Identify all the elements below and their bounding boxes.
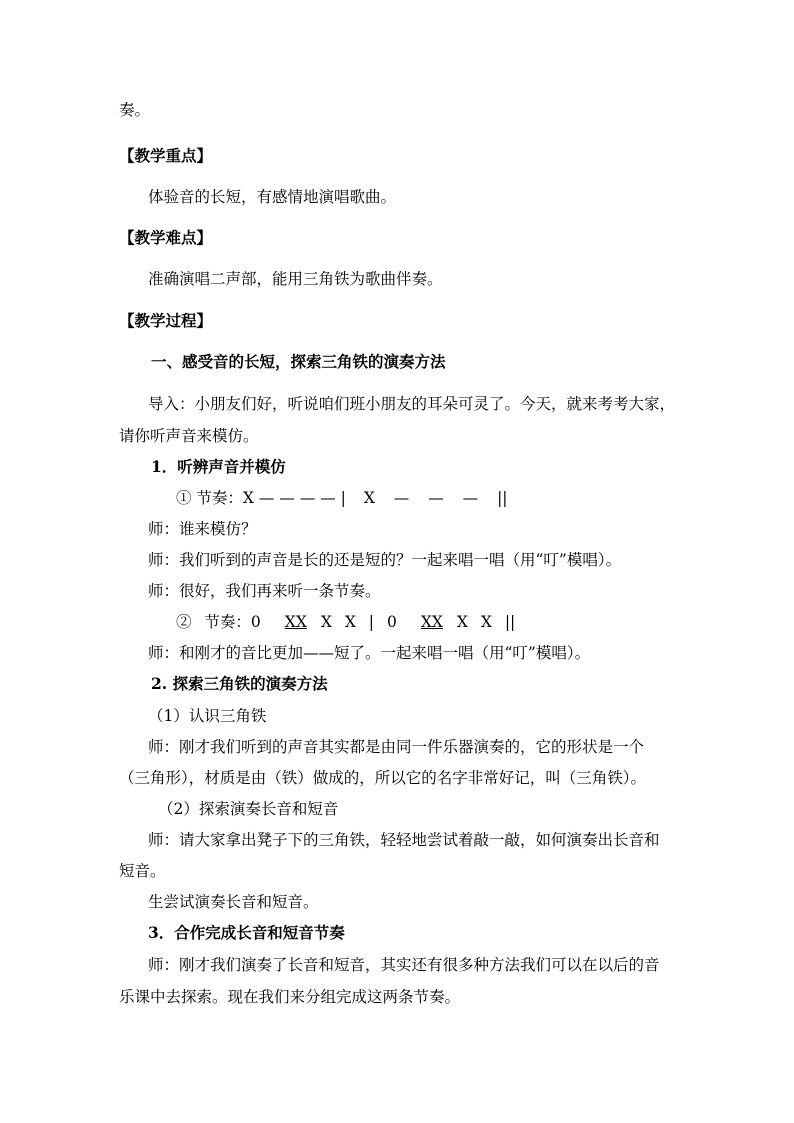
intro-line-2: 请你听声音来模仿。 xyxy=(119,427,259,445)
teacher-line-6a: 师：请大家拿出凳子下的三角铁，轻轻地尝试着敲一敲，如何演奏出长音和 xyxy=(148,831,660,849)
rhythm-2-label: ② 节奏：0 xyxy=(176,613,261,631)
teacher-line-4: 师：和刚才的音比更加——短了。一起来唱一唱（用“叮”模唱）。 xyxy=(148,644,591,662)
part-2-title: （2）探索演奏长音和短音 xyxy=(158,800,339,818)
teacher-line-6b: 短音。 xyxy=(119,862,166,880)
teacher-line-2: 师：我们听到的声音是长的还是短的？一起来唱一唱（用“叮”模唱）。 xyxy=(148,551,622,569)
intro-line-1: 导入：小朋友们好，听说咱们班小朋友的耳朵可灵了。今天，就来考考大家， xyxy=(148,395,676,413)
heading-key-points: 【教学重点】 xyxy=(119,146,213,165)
key-points-text: 体验音的长短，有感情地演唱歌曲。 xyxy=(148,188,397,206)
teacher-line-3: 师：很好，我们再来听一条节奏。 xyxy=(148,582,381,600)
rhythm-2-xx-1: XX xyxy=(284,613,307,631)
heading-difficulties: 【教学难点】 xyxy=(119,228,213,247)
heading-process: 【教学过程】 xyxy=(119,311,213,330)
rhythm-2-xx-2: XX xyxy=(420,613,443,631)
rhythm-2 xyxy=(176,612,515,632)
subsection-1-title: 1．听辨声音并模仿 xyxy=(151,457,286,476)
difficulties-text: 准确演唱二声部，能用三角铁为歌曲伴奏。 xyxy=(148,270,443,288)
subsection-2-title: 2. 探索三角铁的演奏方法 xyxy=(151,674,328,693)
rhythm-2-tail: X X || xyxy=(456,613,516,631)
subsection-3-title: 3．合作完成长音和短音节奏 xyxy=(148,923,345,942)
teacher-line-7a: 师：刚才我们演奏了长音和短音，其实还有很多种方法我们可以在以后的音 xyxy=(148,956,660,974)
teacher-line-1: 师：谁来模仿？ xyxy=(148,520,257,538)
rhythm-1-tail: X — — — || xyxy=(363,489,508,507)
rhythm-2-mid: X X | 0 xyxy=(320,613,397,631)
rhythm-1-label: ① 节奏：X — — — — | xyxy=(176,489,346,507)
paragraph-line: 奏。 xyxy=(119,101,151,119)
rhythm-1 xyxy=(176,488,508,508)
teacher-line-7b: 乐课中去探索。现在我们来分组完成这两条节奏。 xyxy=(119,988,461,1006)
teacher-line-5a: 师：刚才我们听到的声音其实都是由同一件乐器演奏的，它的形状是一个 xyxy=(148,738,645,756)
section-1-title: 一、感受音的长短，探索三角铁的演奏方法 xyxy=(151,352,446,371)
part-1-title: （1）认识三角铁 xyxy=(148,707,267,725)
student-line: 生尝试演奏长音和短音。 xyxy=(148,893,319,911)
teacher-line-5b: （三角形），材质是由（铁）做成的，所以它的名字非常好记，叫（三角铁）。 xyxy=(119,769,647,787)
